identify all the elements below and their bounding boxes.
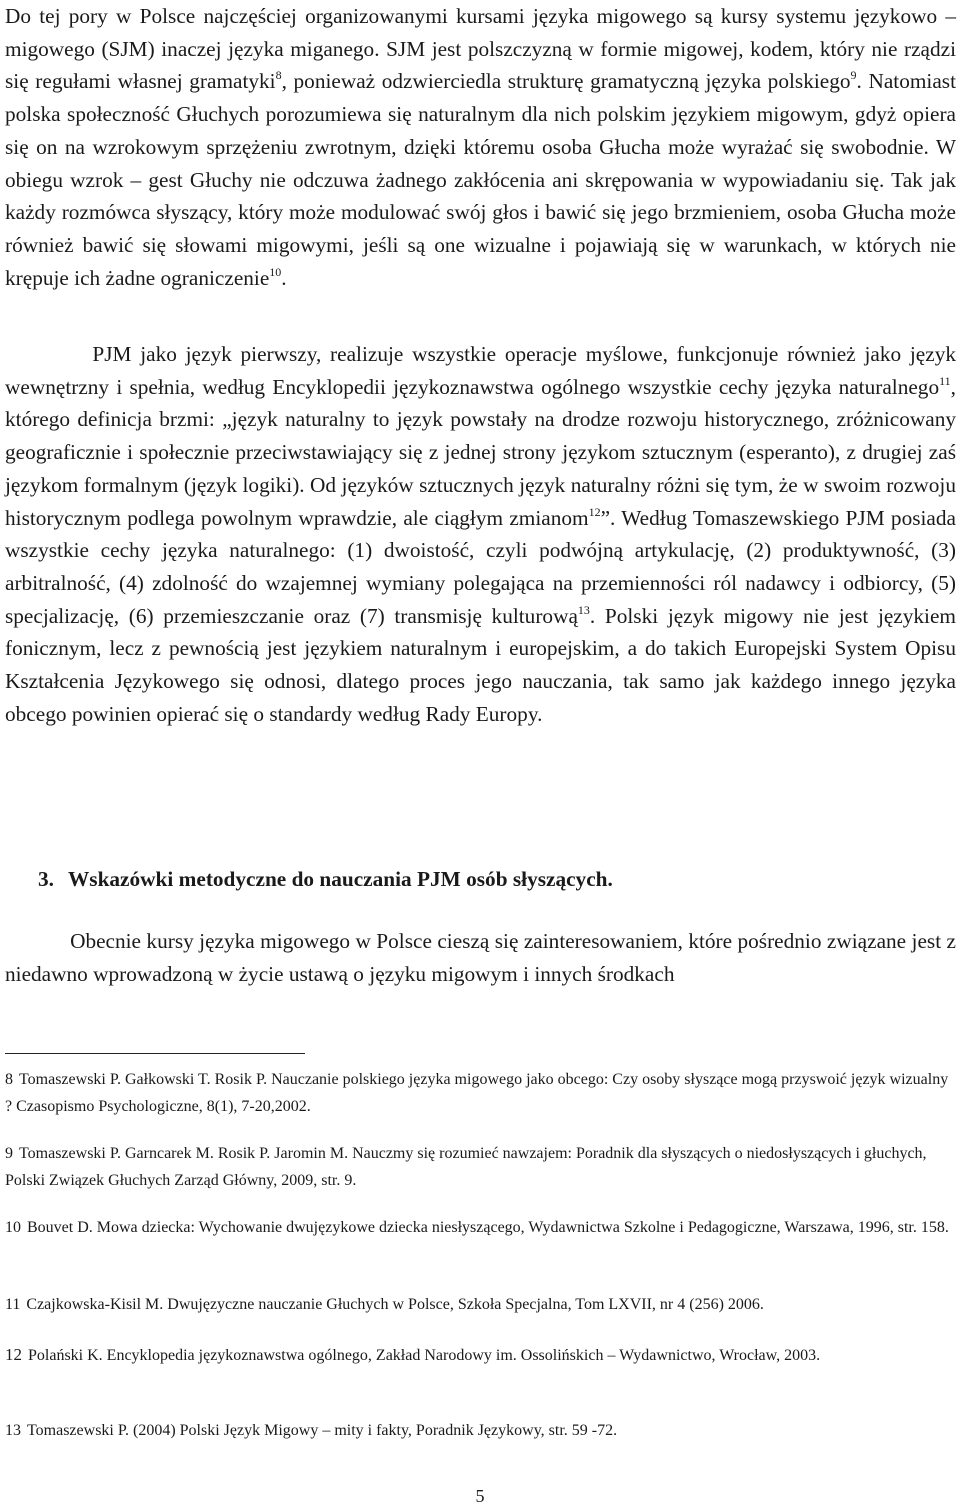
footnote xyxy=(5,1417,956,1444)
paragraph-text: PJM jako język pierwszy, realizuje wszystkie operacje myślowe, funkcjonuje również jako język wewnętrzny i spełnia, według Encyklopedii językoznawstwa ogólnego wszystkie cechy języka naturalnego xyxy=(5,342,956,399)
body-paragraph-pjm xyxy=(5,338,956,730)
footnote-text: Bouvet D. Mowa dziecka: Wychowanie dwujęzykowe dziecka niesłyszącego, Wydawnictwa Szkolne i Pedagogiczne, Warszawa, 1996, str. 158. xyxy=(27,1219,949,1236)
footnote-text: Polański K. Encyklopedia językoznawstwa ogólnego, Zakład Narodowy im. Ossolińskich – Wydawnictwo, Wrocław, 2003. xyxy=(28,1347,821,1364)
page-number: 5 xyxy=(475,1486,485,1506)
body-paragraph-sjm xyxy=(5,0,956,294)
footnote-separator xyxy=(5,1053,305,1054)
footnote-number: 9 xyxy=(5,1145,13,1162)
paragraph-text: , którego definicja brzmi: „język naturalny to język powstały na drodze rozwoju historycznego, zróżnicowany geograficznie i społecznie przeciwstawiający się z jednej strony językom sztucznym (esperanto), z drugiej zaś językom formalnym (język logiki). Od języków sztucznych język naturalny różni się tym, że w swoim rozwoju historycznym podlega powolnym wprawdzie, ale ciągłym zmianom xyxy=(5,374,956,530)
footnote-text: Tomaszewski P. Garncarek M. Rosik P. Jaromin M. Nauczmy się rozumieć nawzajem: Poradnik dla słyszących o niedosłyszących i głuchych, Polski Związek Głuchych Zarząd Główny, 2009, str. 9. xyxy=(5,1145,927,1189)
footnote-ref-10[interactable]: 10 xyxy=(269,264,282,279)
footnote-text: Tomaszewski P. (2004) Polski Język Migowy – mity i fakty, Poradnik Językowy, str. 59 -72. xyxy=(27,1422,618,1439)
footnote-ref-11[interactable]: 11 xyxy=(939,373,951,388)
footnote-text: Tomaszewski P. Gałkowski T. Rosik P. Nauczanie polskiego języka migowego jako obcego: Czy osoby słyszące mogą przyswoić język wizualny ? Czasopismo Psychologiczne, 8(1), 7-20,2002. xyxy=(5,1071,949,1115)
footnote xyxy=(5,1140,956,1194)
body-paragraph-courses xyxy=(5,925,956,990)
footnote-ref-13[interactable]: 13 xyxy=(577,602,590,617)
footnote xyxy=(5,1341,956,1369)
section-title: Wskazówki metodyczne do nauczania PJM osób słyszących. xyxy=(67,867,613,891)
footnote-ref-9[interactable]: 9 xyxy=(850,68,857,83)
footnote xyxy=(5,1066,956,1120)
footnote-number: 8 xyxy=(5,1071,13,1088)
footnote-number: 11 xyxy=(5,1296,21,1313)
footnote xyxy=(5,1291,956,1318)
paragraph-text: . xyxy=(281,265,287,290)
footnote-number: 10 xyxy=(5,1219,21,1236)
section-heading xyxy=(38,867,613,892)
footnote xyxy=(5,1214,956,1241)
section-number: 3. xyxy=(38,867,54,891)
paragraph-text: ”. Według Tomaszewskiego PJM posiada wszystkie cechy języka naturalnego: (1) dwoistość, czyli podwójną artykulację, (2) produktywność, (3) arbitralność, (4) zdolność do wzajemnej wymiany polegająca na przemienności ról nadawcy i odbiorcy, (5) specjalizację, (6) przemieszczanie oraz (7) transmisję kulturową xyxy=(5,505,956,628)
footnote-text: Czajkowska-Kisil M. Dwujęzyczne nauczanie Głuchych w Polsce, Szkoła Specjalna, Tom LXVII, nr 4 (256) 2006. xyxy=(26,1296,764,1313)
paragraph-text: . Polski język migowy nie jest językiem fonicznym, lecz z pewnością jest językiem naturalnym i europejskim, a do takich Europejski System Opisu Kształcenia Językowego się odnosi, dlatego proces jego nauczania, tak samo jak każdego innego języka obcego powinien opierać się o standardy według Rady Europy. xyxy=(5,603,956,726)
footnote-number: 13 xyxy=(5,1422,21,1439)
paragraph-text: Obecnie kursy języka migowego w Polsce cieszą się zainteresowaniem, które pośrednio związane jest z niedawno wprowadzoną w życie ustawą o języku migowym i innych środkach xyxy=(5,929,956,986)
footnote-ref-8[interactable]: 8 xyxy=(275,68,282,83)
paragraph-text: . Natomiast polska społeczność Głuchych porozumiewa się naturalnym dla nich polskim językiem migowym, gdyż opiera się on na wzrokowym sprzężeniu zwrotnym, dzięki któremu osoba Głucha może wyrażać się swobodnie. W obiegu wzrok – gest Głuchy nie odczuwa żadnego zakłócenia ani skrępowania w wypowiadaniu się. Tak jak każdy rozmówca słyszący, który może modulować swój głos i bawić się jego brzmieniem, osoba Głucha może również bawić się słowami migowymi, jeśli są one wizualne i pojawiają się w warunkach, w których nie krępuje ich żadne ograniczenie xyxy=(5,69,956,290)
paragraph-text: Do tej pory w Polsce najczęściej organizowanymi kursami języka migowego są kursy systemu językowo – migowego (SJM) inaczej języka miganego. SJM jest polszczyzną w formie migowej, kodem, który nie rządzi się regułami własnej gramatyki xyxy=(5,4,956,94)
footnote-ref-12[interactable]: 12 xyxy=(588,504,601,519)
paragraph-text: , ponieważ odzwierciedla strukturę gramatyczną języka polskiego xyxy=(281,69,851,94)
footnote-number: 12 xyxy=(5,1345,22,1364)
